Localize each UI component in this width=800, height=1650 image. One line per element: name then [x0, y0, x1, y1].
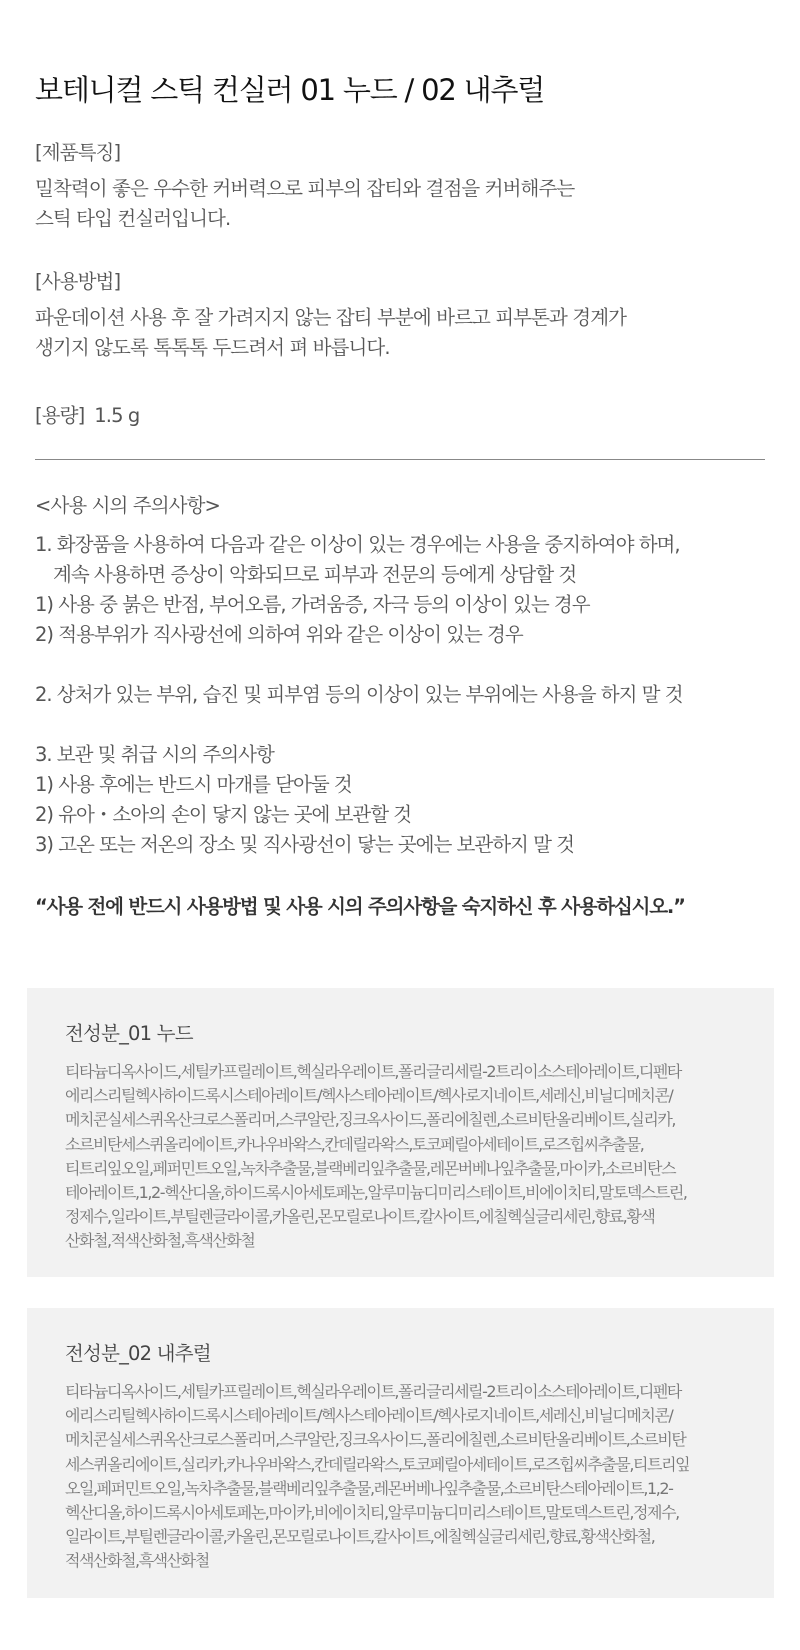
ingredients-line: 에리스리틸헥사하이드록시스테아레이트/헥사스테아레이트/헥사로지네이트,세레신,비닐디메치콘/ [65, 1406, 673, 1426]
caution-spacer [35, 710, 775, 740]
caution-list [35, 530, 775, 860]
caution-title: <사용 시의 주의사항> [35, 494, 220, 517]
caution-line: 계속 사용하면 증상이 악화되므로 피부과 전문의 등에게 상담할 것 [53, 563, 577, 586]
caution-line: 1) 사용 후에는 반드시 마개를 닫아둘 것 [35, 773, 352, 796]
features-section [35, 138, 770, 234]
section-divider [35, 459, 765, 460]
features-line: 밀착력이 좋은 우수한 커버력으로 피부의 잡티와 결점을 커버해주는 [35, 177, 575, 200]
ingredients-line: 티타늄디옥사이드,세틸카프릴레이트,헥실라우레이트,폴리글리세릴-2트리이소스테아레이트,디펜타 [65, 1062, 681, 1081]
ingredients-line: 산화철,적색산화철,흑색산화철 [65, 1231, 255, 1251]
ingredients-title: 전성분_02 내추럴 [65, 1342, 211, 1365]
ingredients-line: 메치콘실세스퀴옥산크로스폴리머,스쿠알란,징크옥사이드,폴리에칠렌,소르비탄올리베이트,실리카, [65, 1110, 676, 1130]
ingredients-line: 오일,페퍼민트오일,녹차추출물,블랙베리잎추출물,레몬버베나잎추출물,소르비탄스테아레이트,1,2- [65, 1478, 673, 1498]
caution-spacer [35, 650, 775, 680]
features-line: 스틱 타입 컨실러입니다. [35, 207, 231, 230]
caution-line: 2. 상처가 있는 부위, 습진 및 피부염 등의 이상이 있는 부위에는 사용을 하지 말 것 [35, 683, 683, 706]
volume-value: 1.5 g [94, 404, 140, 427]
ingredients-line: 에리스리틸헥사하이드록시스테아레이트/헥사스테아레이트/헥사로지네이트,세레신,비닐디메치콘/ [65, 1086, 673, 1106]
ingredients-line: 적색산화철,흑색산화철 [65, 1551, 209, 1571]
ingredients-line: 티트리잎오일,페퍼민트오일,녹차추출물,블랙베리잎추출물,레몬버베나잎추출물,마이카,소르비탄스 [65, 1158, 676, 1178]
ingredients-line: 메치콘실세스퀴옥산크로스폴리머,스쿠알란,징크옥사이드,폴리에칠렌,소르비탄올리베이트,소르비탄 [65, 1430, 686, 1450]
product-title: 보테니컬 스틱 컨실러 01 누드 / 02 내추럴 [35, 73, 545, 107]
caution-line: 1. 화장품을 사용하여 다음과 같은 이상이 있는 경우에는 사용을 중지하여야 하며, [35, 533, 680, 556]
usage-label: [사용방법] [35, 270, 121, 293]
features-text [35, 174, 770, 234]
ingredients-line: 테아레이트,1,2-헥산디올,하이드록시아세토페논,알루미늄디미리스테이트,비에이치티,말토덱스트린, [65, 1182, 687, 1202]
usage-line: 파운데이션 사용 후 잘 가려지지 않는 잡티 부분에 바르고 피부톤과 경계가 [35, 306, 627, 329]
caution-line: 2) 적용부위가 직사광선에 의하여 위와 같은 이상이 있는 경우 [35, 623, 523, 646]
usage-section [35, 267, 770, 363]
ingredients-line: 일라이트,부틸렌글라이콜,카올린,몬모릴로나이트,칼사이트,에칠헥실글리세린,향료,황색산화철, [65, 1527, 655, 1547]
ingredients-title: 전성분_01 누드 [65, 1022, 193, 1045]
caution-line: 3. 보관 및 취급 시의 주의사항 [35, 743, 274, 766]
usage-notice: “사용 전에 반드시 사용방법 및 사용 시의 주의사항을 숙지하신 후 사용하십시오.” [35, 895, 685, 918]
ingredients-line: 헥산디올,하이드록시아세토페논,마이카,비에이치티,알루미늄디미리스테이트,말토덱스트린,정제수, [65, 1502, 679, 1522]
features-label: [제품특징] [35, 141, 121, 164]
usage-line: 생기지 않도록 톡톡톡 두드려서 펴 바릅니다. [35, 336, 390, 359]
usage-text [35, 303, 770, 363]
ingredients-line: 세스퀴올리에이트,실리카,카나우바왁스,칸데릴라왁스,토코페릴아세테이트,로즈힙씨추출물,티트리잎 [65, 1454, 690, 1474]
ingredients-line: 정제수,일라이트,부틸렌글라이콜,카올린,몬모릴로나이트,칼사이트,에칠헥실글리세린,향료,황색 [65, 1207, 655, 1227]
volume-label: [용량] [35, 404, 85, 427]
caution-line: 2) 유아・소아의 손이 닿지 않는 곳에 보관할 것 [35, 803, 412, 826]
ingredients-text [65, 1380, 745, 1574]
caution-line: 3) 고온 또는 저온의 장소 및 직사광선이 닿는 곳에는 보관하지 말 것 [35, 833, 574, 856]
ingredients-line: 티타늄디옥사이드,세틸카프릴레이트,헥실라우레이트,폴리글리세릴-2트리이소스테아레이트,디펜타 [65, 1382, 681, 1401]
ingredients-box-natural [27, 1308, 774, 1598]
ingredients-line: 소르비탄세스퀴올리에이트,카나우바왁스,칸데릴라왁스,토코페릴아세테이트,로즈힙씨추출물, [65, 1134, 644, 1154]
ingredients-box-nude [27, 988, 774, 1277]
ingredients-text [65, 1060, 745, 1254]
volume-row [35, 400, 139, 428]
caution-line: 1) 사용 중 붉은 반점, 부어오름, 가려움증, 자극 등의 이상이 있는 경우 [35, 593, 590, 616]
